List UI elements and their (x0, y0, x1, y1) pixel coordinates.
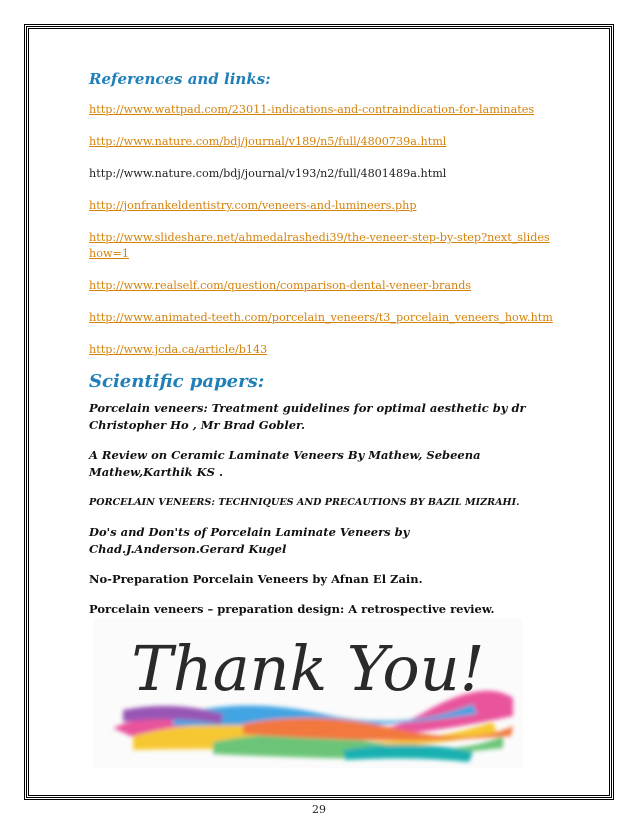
thank-you-text: Thank You! (131, 632, 485, 705)
references-heading: References and links: (89, 70, 271, 88)
reference-link[interactable]: http://www.animated-teeth.com/porcelain_veneers/t3_porcelain_veneers_how.htm (89, 311, 553, 324)
reference-link-plain: http://www.nature.com/bdj/journal/v193/n2/full/4801489a.html (89, 167, 447, 180)
paper-item: PORCELAIN VENEERS: TECHNIQUES AND PRECAUTIONS BY BAZIL MIZRAHI. (89, 497, 520, 508)
page-number: 29 (312, 803, 326, 816)
reference-link[interactable]: http://jonfrankeldentistry.com/veneers-and-lumineers.php (89, 199, 417, 212)
reference-links-list (89, 102, 554, 358)
papers-heading: Scientific papers: (89, 371, 265, 392)
reference-link[interactable]: http://www.wattpad.com/23011-indications-and-contraindication-for-laminates (89, 103, 535, 116)
thank-you-illustration (93, 618, 523, 768)
thank-you-image (93, 618, 523, 768)
paper-item: Porcelain veneers: Treatment guidelines for optimal aesthetic by dr Christopher Ho , Mr Brad Gobler. (89, 401, 526, 432)
reference-link[interactable]: http://www.nature.com/bdj/journal/v189/n5/full/4800739a.html (89, 135, 447, 148)
paper-item: Porcelain veneers – preparation design: A retrospective review. (89, 602, 495, 616)
document-content (89, 70, 554, 631)
paper-item: Do's and Don'ts of Porcelain Laminate Veneers by Chad.J.Anderson.Gerard Kugel (89, 525, 410, 556)
paper-item: A Review on Ceramic Laminate Veneers By Mathew, Sebeena Mathew,Karthik KS . (89, 448, 481, 479)
reference-link[interactable]: http://www.realself.com/question/comparison-dental-veneer-brands (89, 279, 472, 292)
papers-list (89, 400, 554, 618)
paper-item: No-Preparation Porcelain Veneers by Afnan El Zain. (89, 572, 423, 586)
reference-link[interactable]: http://www.slideshare.net/ahmedalrashedi39/the-veneer-step-by-step?next_slideshow=1 (89, 231, 550, 260)
reference-link[interactable]: http://www.jcda.ca/article/b143 (89, 343, 268, 356)
